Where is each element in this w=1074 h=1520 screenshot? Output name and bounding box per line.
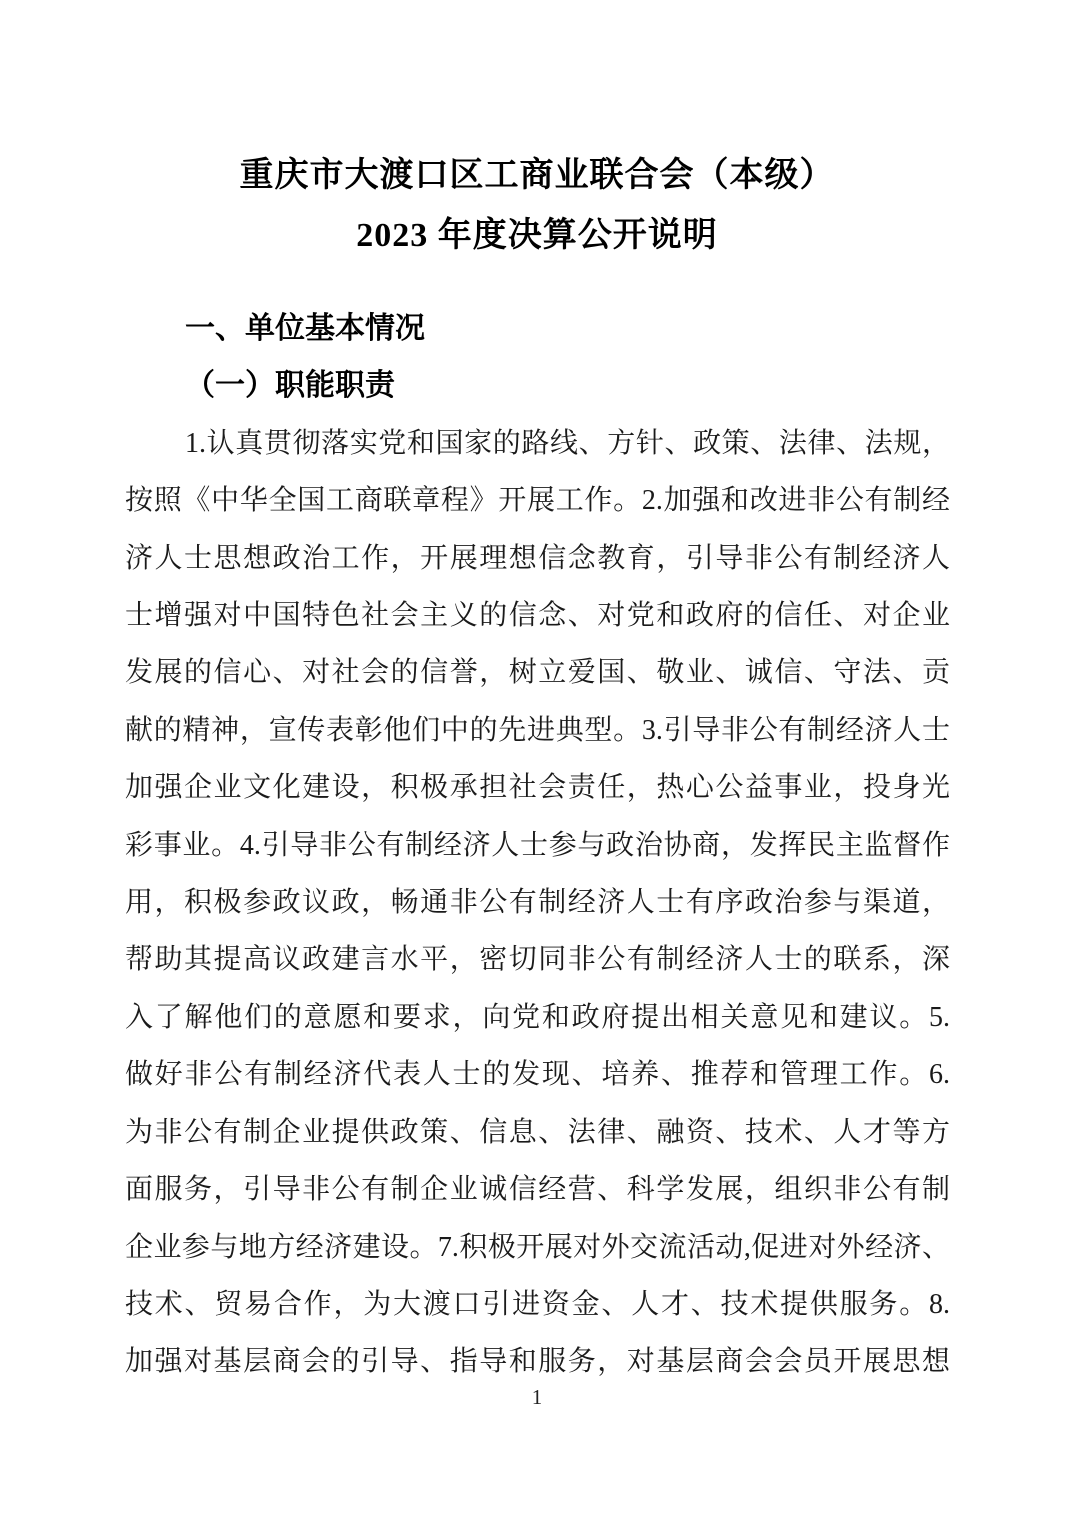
paragraph-line: 为非公有制企业提供政策、信息、法律、融资、技术、人才等方: [125, 1116, 950, 1148]
paragraph-line: 发展的信心、对社会的信誉，树立爱国、敬业、诚信、守法、贡: [125, 657, 950, 689]
paragraph-line: 加强对基层商会的引导、指导和服务，对基层商会会员开展思想: [125, 1346, 950, 1378]
document-title: [0, 0, 1074, 266]
paragraph-line: 济人士思想政治工作，开展理想信念教育，引导非公有制经济人: [125, 542, 950, 574]
paragraph-line: 面服务，引导非公有制企业诚信经营、科学发展，组织非公有制: [125, 1174, 950, 1206]
paragraph-line: 做好非公有制经济代表人士的发现、培养、推荐和管理工作。6.: [125, 1059, 950, 1091]
paragraph-line: 入了解他们的意愿和要求，向党和政府提出相关意见和建议。5.: [125, 1001, 950, 1033]
paragraph-line: 士增强对中国特色社会主义的信念、对党和政府的信任、对企业: [125, 600, 950, 632]
section-heading: 一、单位基本情况: [185, 312, 425, 345]
paragraph-line: 献的精神，宣传表彰他们中的先进典型。3.引导非公有制经济人士: [125, 714, 950, 746]
paragraph-line: 技术、贸易合作，为大渡口引进资金、人才、技术提供服务。8.: [125, 1288, 950, 1320]
subsection-heading: （一）职能职责: [185, 369, 395, 403]
title-line-2: 2023 年度决算公开说明: [356, 217, 718, 254]
paragraph-line: 企业参与地方经济建设。7.积极开展对外交流活动,促进对外经济、: [125, 1231, 950, 1263]
paragraph-line: 按照《中华全国工商联章程》开展工作。2.加强和改进非公有制经: [125, 485, 950, 517]
paragraph-line: 帮助其提高议政建言水平，密切同非公有制经济人士的联系，深: [125, 944, 950, 976]
paragraph-line: 用，积极参政议政，畅通非公有制经济人士有序政治参与渠道，: [125, 887, 950, 919]
paragraph-line: 彩事业。4.引导非公有制经济人士参与政治协商，发挥民主监督作: [125, 829, 950, 861]
page-number: 1: [531, 1385, 543, 1409]
document-body: [125, 300, 950, 1391]
paragraph-line: 加强企业文化建设，积极承担社会责任，热心公益事业，投身光: [125, 772, 950, 804]
paragraph-line: 1.认真贯彻落实党和国家的路线、方针、政策、法律、法规，: [185, 427, 950, 459]
title-line-1: 重庆市大渡口区工商业联合会（本级）: [239, 157, 835, 194]
